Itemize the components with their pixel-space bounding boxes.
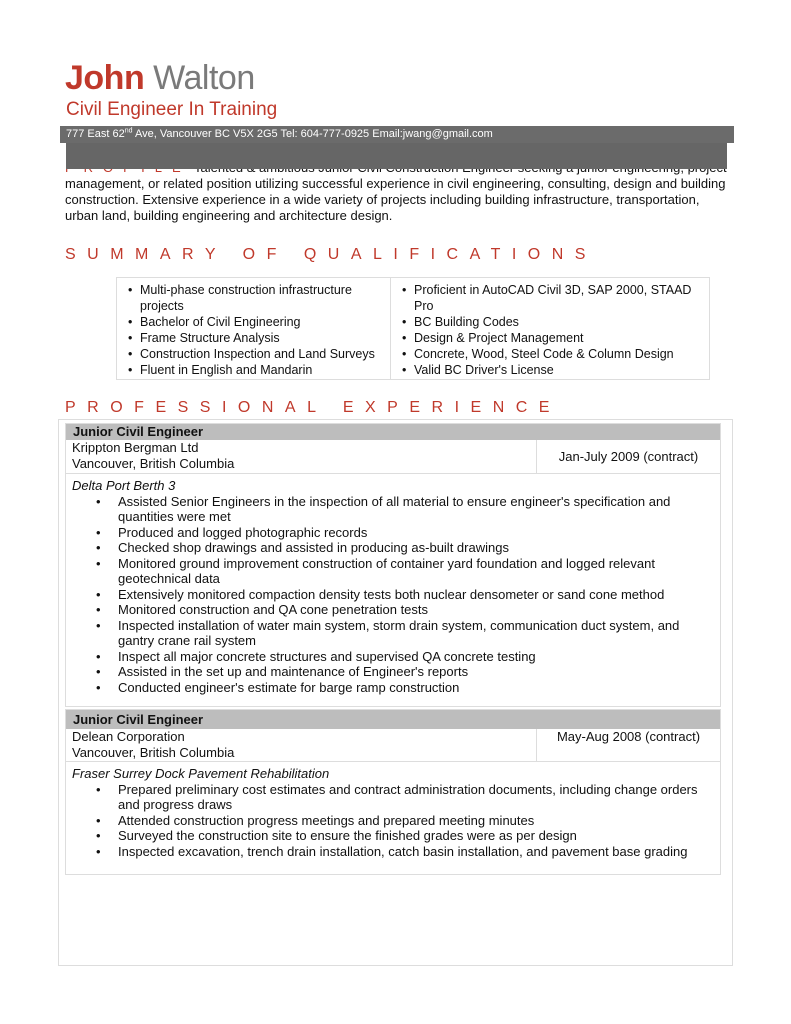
header-overlay-bar xyxy=(66,143,727,169)
address-line-start: 777 East 62 xyxy=(66,128,125,140)
job-duties xyxy=(66,494,720,696)
job-details-row xyxy=(66,729,720,762)
address-line-end: Ave, Vancouver BC V5X 2G5 Tel: 604-777-0925 Email:jwang@gmail.com xyxy=(132,128,493,140)
list-item: • Checked shop drawings and assisted in producing as-built drawings xyxy=(118,540,712,556)
job-role: Junior Civil Engineer xyxy=(66,710,720,729)
list-item: • Monitored construction and QA cone penetration tests xyxy=(118,602,712,618)
list-item: • Assisted in the set up and maintenance of Engineer's reports xyxy=(118,664,712,680)
list-item: • Attended construction progress meetings and prepared meeting minutes xyxy=(118,813,712,829)
list-item: • Fluent in English and Mandarin xyxy=(127,362,389,378)
job-location: Vancouver, British Columbia xyxy=(72,744,235,760)
qualifications-table xyxy=(116,277,710,380)
job-company: Delean Corporation xyxy=(72,729,185,744)
job-title: Civil Engineer In Training xyxy=(66,99,278,120)
job-dates: May-Aug 2008 (contract) xyxy=(536,729,720,761)
candidate-name xyxy=(65,58,255,98)
qualifications-right-list xyxy=(401,282,701,378)
job-project: Delta Port Berth 3 xyxy=(72,478,176,493)
list-item: • Inspect all major concrete structures and supervised QA concrete testing xyxy=(118,649,712,665)
list-item: • Prepared preliminary cost estimates and contract administration documents, including change orders and progress draws xyxy=(118,782,712,813)
list-item: • BC Building Codes xyxy=(401,314,701,330)
list-item: • Surveyed the construction site to ensure the finished grades were as per design xyxy=(118,828,712,844)
qualifications-left-list xyxy=(127,282,389,378)
list-item: • Frame Structure Analysis xyxy=(127,330,389,346)
profile-section xyxy=(65,160,730,224)
job-details-row xyxy=(66,440,720,474)
list-item: • Inspected excavation, trench drain installation, catch basin installation, and pavement base grading xyxy=(118,844,712,860)
experience-heading: PROFESSIONAL EXPERIENCE xyxy=(65,399,561,416)
list-item: • Extensively monitored compaction density tests both nuclear densometer or sand cone method xyxy=(118,587,712,603)
job-project: Fraser Surrey Dock Pavement Rehabilitation xyxy=(72,766,330,781)
list-item: • Produced and logged photographic records xyxy=(118,525,712,541)
job-company-block xyxy=(72,729,234,760)
list-item: • Inspected installation of water main system, storm drain system, communication duct system, and gantry crane rail system xyxy=(118,618,712,649)
job-dates: Jan-July 2009 (contract) xyxy=(536,440,720,473)
job-entry-2 xyxy=(65,709,721,875)
job-role: Junior Civil Engineer xyxy=(66,424,720,440)
qualifications-divider xyxy=(390,278,391,379)
job-entry-1 xyxy=(65,423,721,707)
list-item: • Monitored ground improvement construction of container yard foundation and logged relevant geotechnical data xyxy=(118,556,712,587)
list-item: • Bachelor of Civil Engineering xyxy=(127,314,389,330)
profile-text: management, or related position utilizing successful experience in civil engineering, consulting, design and building construction. Extensive experience in a wide variety of projects including building infrastructure, transportation, urban land, building engineering and architecture design. xyxy=(65,176,726,223)
last-name: Walton xyxy=(153,59,255,97)
contact-bar xyxy=(60,126,734,143)
job-company: Krippton Bergman Ltd xyxy=(72,440,199,455)
list-item: • Conducted engineer's estimate for barge ramp construction xyxy=(118,680,712,696)
list-item: • Proficient in AutoCAD Civil 3D, SAP 2000, STAAD Pro xyxy=(401,282,701,314)
list-item: • Valid BC Driver's License xyxy=(401,362,701,378)
list-item: • Design & Project Management xyxy=(401,330,701,346)
list-item: • Construction Inspection and Land Surveys xyxy=(127,346,389,362)
job-location: Vancouver, British Columbia xyxy=(72,455,235,471)
first-name: John xyxy=(65,59,145,97)
list-item: • Assisted Senior Engineers in the inspection of all material to ensure engineer's specification and quantities were met xyxy=(118,494,712,525)
job-company-block xyxy=(72,440,234,471)
list-item: • Concrete, Wood, Steel Code & Column Design xyxy=(401,346,701,362)
job-duties xyxy=(66,782,720,860)
address-superscript: nd xyxy=(124,127,133,135)
qualifications-heading: SUMMARY OF QUALIFICATIONS xyxy=(65,246,597,263)
list-item: • Multi-phase construction infrastructure projects xyxy=(127,282,389,314)
